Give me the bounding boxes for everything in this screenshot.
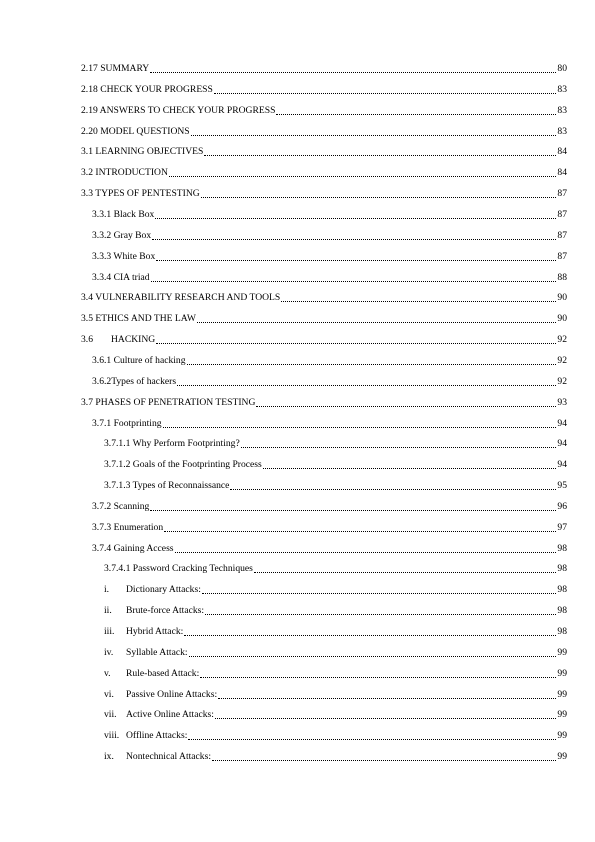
toc-entry-page-number: 87 bbox=[557, 188, 567, 200]
toc-entry-label: 3.7.4.1 Password Cracking Techniques bbox=[104, 563, 253, 575]
toc-entry-page-number: 92 bbox=[557, 334, 567, 346]
toc-entry-page-number: 99 bbox=[557, 730, 567, 742]
toc-entry-page-number: 94 bbox=[557, 417, 567, 429]
toc-entry-label: 3.7.1 Footprinting bbox=[92, 417, 162, 429]
toc-entry-page-number: 90 bbox=[557, 292, 567, 304]
toc-entry-number: viii. bbox=[104, 730, 120, 742]
toc-entry[interactable] bbox=[81, 124, 567, 138]
toc-entry[interactable] bbox=[81, 82, 567, 96]
toc-entry-label: 3.6.1 Culture of hacking bbox=[92, 354, 186, 366]
dot-leader bbox=[177, 385, 556, 386]
toc-entry-page-number: 93 bbox=[557, 396, 567, 408]
dot-leader bbox=[214, 93, 557, 94]
toc-entry-label: 3.3.1 Black Box bbox=[92, 209, 155, 220]
toc-entry-page-number: 99 bbox=[557, 667, 567, 679]
dot-leader bbox=[212, 760, 556, 761]
toc-entry-label: 3.7.2 Scanning bbox=[92, 500, 150, 512]
dot-leader bbox=[151, 281, 557, 282]
toc-entry-page-number: 94 bbox=[557, 438, 567, 450]
toc-entry-number: iv. bbox=[104, 646, 114, 658]
toc-entry-label: 3.3.2 Gray Box bbox=[92, 229, 152, 241]
dot-leader bbox=[254, 572, 557, 573]
toc-entry-number: v. bbox=[104, 667, 111, 679]
toc-entry[interactable] bbox=[81, 61, 567, 75]
toc-entry-number: ix. bbox=[104, 751, 114, 763]
dot-leader bbox=[175, 552, 557, 553]
toc-entry[interactable] bbox=[104, 728, 567, 742]
toc-entry-number: ii. bbox=[104, 605, 112, 617]
toc-entry-label: Dictionary Attacks: bbox=[126, 584, 201, 596]
toc-entry-page-number: 92 bbox=[557, 354, 567, 366]
toc-entry[interactable] bbox=[81, 103, 567, 117]
toc-entry-label: Hybrid Attack: bbox=[126, 626, 184, 637]
dot-leader bbox=[150, 72, 556, 73]
toc-entry-page-number: 94 bbox=[557, 459, 567, 471]
dot-leader bbox=[201, 197, 557, 198]
toc-entry[interactable] bbox=[104, 603, 567, 617]
dot-leader bbox=[189, 656, 557, 657]
dot-leader bbox=[197, 322, 556, 323]
toc-entry[interactable] bbox=[81, 144, 567, 158]
toc-entry-page-number: 87 bbox=[557, 229, 567, 241]
dot-leader bbox=[156, 260, 556, 261]
toc-entry-label: 3.3 TYPES OF PENTESTING bbox=[81, 188, 200, 200]
toc-entry-number: i. bbox=[104, 584, 110, 596]
toc-entry-page-number: 96 bbox=[557, 500, 567, 512]
dot-leader bbox=[188, 739, 556, 740]
toc-entry-number: vii. bbox=[104, 709, 117, 721]
dot-leader bbox=[187, 364, 557, 365]
toc-entry[interactable] bbox=[92, 207, 567, 221]
toc-entry-label: Offline Attacks: bbox=[126, 730, 188, 742]
dot-leader bbox=[156, 343, 556, 344]
toc-entry-number: vi. bbox=[104, 688, 114, 700]
dot-leader bbox=[230, 489, 556, 490]
toc-entry[interactable] bbox=[92, 499, 567, 513]
toc-entry-label: 3.3.3 White Box bbox=[92, 250, 156, 262]
dot-leader bbox=[204, 155, 556, 156]
toc-entry-label: Nontechnical Attacks: bbox=[126, 751, 211, 763]
toc-entry[interactable] bbox=[92, 520, 567, 534]
dot-leader bbox=[241, 447, 557, 448]
toc-entry-label: HACKING bbox=[111, 334, 156, 346]
toc-entry-label: 2.19 ANSWERS TO CHECK YOUR PROGRESS bbox=[81, 104, 276, 116]
toc-entry-label: Syllable Attack: bbox=[126, 646, 188, 658]
dot-leader bbox=[263, 468, 557, 469]
toc-entry-page-number: 87 bbox=[557, 209, 567, 220]
toc-entry[interactable] bbox=[92, 249, 567, 263]
toc-entry[interactable] bbox=[104, 582, 567, 596]
toc-entry-page-number: 98 bbox=[557, 563, 567, 575]
toc-entry-page-number: 87 bbox=[557, 250, 567, 262]
toc-entry-label: 3.6.2Types of hackers bbox=[92, 375, 177, 387]
toc-entry-page-number: 97 bbox=[557, 521, 567, 533]
toc-entry[interactable] bbox=[81, 290, 567, 304]
toc-entry-page-number: 99 bbox=[557, 751, 567, 763]
dot-leader bbox=[276, 114, 556, 115]
dot-leader bbox=[205, 614, 556, 615]
toc-entry[interactable] bbox=[104, 687, 567, 701]
dot-leader bbox=[256, 406, 556, 407]
dot-leader bbox=[202, 593, 557, 594]
toc-entry-page-number: 83 bbox=[557, 125, 567, 137]
toc-entry[interactable] bbox=[92, 353, 567, 367]
toc-entry-label: 3.5 ETHICS AND THE LAW bbox=[81, 313, 196, 325]
toc-entry-page-number: 95 bbox=[557, 480, 567, 491]
dot-leader bbox=[215, 718, 556, 719]
toc-entry[interactable] bbox=[81, 332, 567, 346]
toc-entry-page-number: 99 bbox=[557, 646, 567, 658]
toc-entry-label: 2.17 SUMMARY bbox=[81, 63, 150, 74]
toc-entry-page-number: 99 bbox=[557, 688, 567, 700]
toc-entry-page-number: 98 bbox=[557, 584, 567, 596]
toc-entry[interactable] bbox=[104, 561, 567, 575]
toc-entry-number: 3.6 bbox=[81, 334, 93, 346]
toc-entry-label: 3.1 LEARNING OBJECTIVES bbox=[81, 146, 204, 158]
toc-entry-label: 2.18 CHECK YOUR PROGRESS bbox=[81, 83, 213, 95]
toc-entry-page-number: 98 bbox=[557, 605, 567, 617]
toc-entry[interactable] bbox=[92, 416, 567, 430]
toc-entry-label: Rule-based Attack: bbox=[126, 667, 200, 679]
toc-entry-page-number: 88 bbox=[557, 271, 567, 283]
dot-leader bbox=[169, 176, 557, 177]
toc-entry-label: 3.7.3 Enumeration bbox=[92, 521, 164, 533]
toc-entry-page-number: 90 bbox=[557, 313, 567, 325]
toc-entry-label: 3.7 PHASES OF PENETRATION TESTING bbox=[81, 396, 256, 408]
toc-entry-number: iii. bbox=[104, 626, 115, 637]
toc-entry-page-number: 98 bbox=[557, 542, 567, 554]
dot-leader bbox=[281, 301, 556, 302]
dot-leader bbox=[152, 239, 556, 240]
toc-entry[interactable] bbox=[104, 478, 567, 492]
toc-entry-page-number: 84 bbox=[557, 167, 567, 179]
toc-entry[interactable] bbox=[104, 707, 567, 721]
toc-entry-label: 3.3.4 CIA triad bbox=[92, 271, 150, 283]
toc-entry[interactable] bbox=[104, 645, 567, 659]
dot-leader bbox=[200, 677, 556, 678]
dot-leader bbox=[150, 510, 556, 511]
toc-entry-page-number: 83 bbox=[557, 83, 567, 95]
dot-leader bbox=[163, 427, 557, 428]
toc-entry-label: 3.7.1.2 Goals of the Footprinting Process bbox=[104, 459, 262, 471]
toc-entry-label: 3.7.1.3 Types of Reconnaissance bbox=[104, 480, 230, 491]
toc-entry[interactable] bbox=[104, 749, 567, 763]
toc-entry-page-number: 92 bbox=[557, 375, 567, 387]
toc-entry-label: 3.7.4 Gaining Access bbox=[92, 542, 174, 554]
toc-entry-page-number: 80 bbox=[557, 63, 567, 74]
toc-entry[interactable] bbox=[81, 165, 567, 179]
toc-entry[interactable] bbox=[92, 228, 567, 242]
dot-leader bbox=[218, 698, 556, 699]
toc-entry[interactable] bbox=[104, 624, 567, 638]
dot-leader bbox=[155, 218, 556, 219]
toc-entry[interactable] bbox=[81, 186, 567, 200]
toc-entry[interactable] bbox=[81, 395, 567, 409]
toc-entry-label: 3.7.1.1 Why Perform Footprinting? bbox=[104, 438, 240, 450]
toc-entry-label: Active Online Attacks: bbox=[126, 709, 214, 721]
dot-leader bbox=[164, 531, 556, 532]
toc-entry[interactable] bbox=[92, 541, 567, 555]
toc-entry-label: Passive Online Attacks: bbox=[126, 688, 218, 700]
toc-entry[interactable] bbox=[92, 270, 567, 284]
toc-entry-label: 3.4 VULNERABILITY RESEARCH AND TOOLS bbox=[81, 292, 281, 304]
toc-entry[interactable] bbox=[104, 457, 567, 471]
toc-entry-label: Brute-force Attacks: bbox=[126, 605, 205, 617]
toc-entry[interactable] bbox=[104, 666, 567, 680]
toc-entry[interactable] bbox=[92, 374, 567, 388]
toc-entry-page-number: 83 bbox=[557, 104, 567, 116]
toc-entry[interactable] bbox=[81, 311, 567, 325]
toc-entry-page-number: 99 bbox=[557, 709, 567, 721]
toc-entry-page-number: 84 bbox=[557, 146, 567, 158]
toc-entry[interactable] bbox=[104, 436, 567, 450]
dot-leader bbox=[191, 135, 557, 136]
toc-entry-label: 2.20 MODEL QUESTIONS bbox=[81, 125, 190, 137]
toc-entry-page-number: 98 bbox=[557, 626, 567, 637]
toc-entry-label: 3.2 INTRODUCTION bbox=[81, 167, 168, 179]
dot-leader bbox=[184, 635, 556, 636]
